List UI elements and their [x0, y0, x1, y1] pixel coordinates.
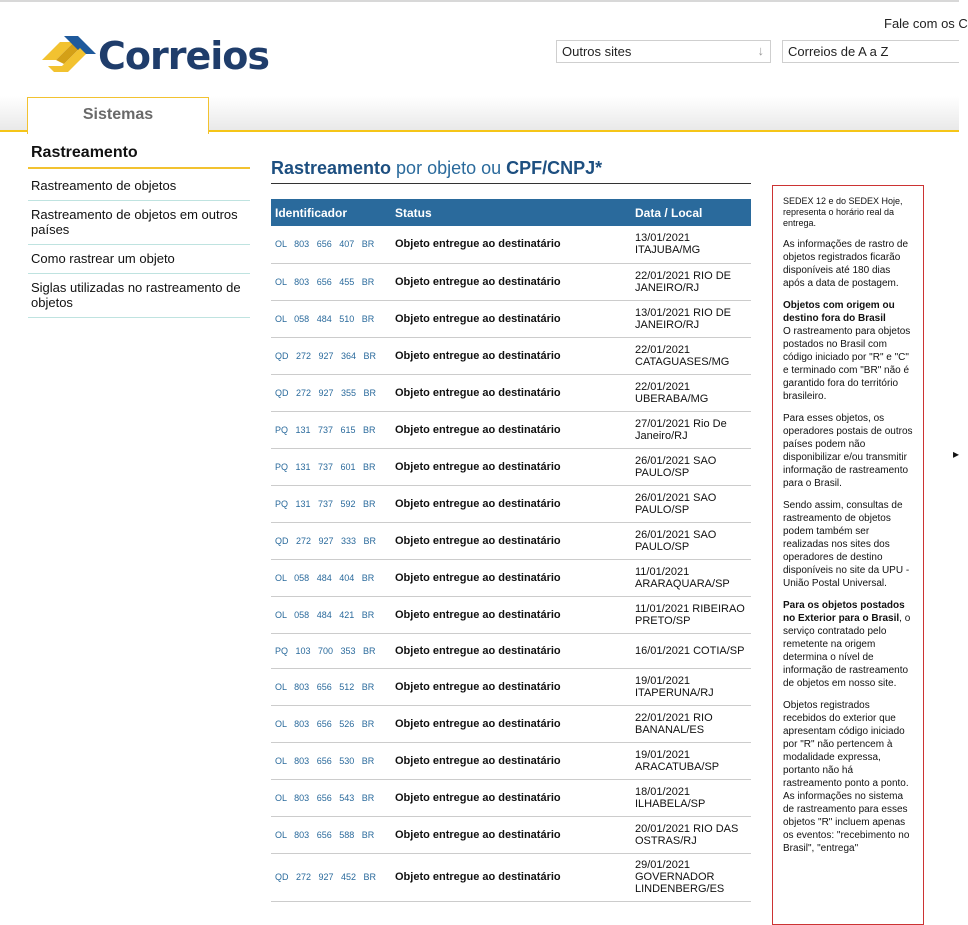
title-divider [271, 183, 751, 184]
tracking-code-link[interactable]: OL 058 484 421 BR [271, 596, 391, 633]
sidebar-item-rastreamento-objetos[interactable]: Rastreamento de objetos [28, 172, 250, 201]
date-location-cell: 13/01/2021 RIO DE JANEIRO/RJ [631, 300, 751, 337]
status-cell: Objeto entregue ao destinatário [391, 485, 631, 522]
date-location-cell: 18/01/2021 ILHABELA/SP [631, 779, 751, 816]
date-location-cell: 13/01/2021 ITAJUBA/MG [631, 226, 751, 263]
info-box [772, 185, 924, 925]
info-p4: Sendo assim, consultas de rastreamento de objetos podem também ser realizadas nos sites dos operadores de destino disponíveis no site da UPU - União Postal Universal. [783, 500, 910, 589]
status-cell: Objeto entregue ao destinatário [391, 705, 631, 742]
tracking-code-link[interactable]: OL 058 484 510 BR [271, 300, 391, 337]
tracking-table [271, 199, 751, 902]
status-cell: Objeto entregue ao destinatário [391, 816, 631, 853]
table-row [271, 411, 751, 448]
date-location-cell: 11/01/2021 RIBEIRAO PRETO/SP [631, 596, 751, 633]
tracking-code-link[interactable]: QD 272 927 333 BR [271, 522, 391, 559]
tracking-code-link[interactable]: OL 803 656 512 BR [271, 668, 391, 705]
status-cell: Objeto entregue ao destinatário [391, 448, 631, 485]
tracking-code-link[interactable]: OL 803 656 455 BR [271, 263, 391, 300]
col-status: Status [391, 199, 631, 226]
date-location-cell: 22/01/2021 RIO DE JANEIRO/RJ [631, 263, 751, 300]
table-row [271, 448, 751, 485]
date-location-cell: 26/01/2021 SAO PAULO/SP [631, 448, 751, 485]
date-location-cell: 26/01/2021 SAO PAULO/SP [631, 485, 751, 522]
status-cell: Objeto entregue ao destinatário [391, 633, 631, 668]
sidebar-menu [28, 172, 250, 318]
table-row [271, 596, 751, 633]
status-cell: Objeto entregue ao destinatário [391, 853, 631, 901]
page-title-mid: por objeto ou [391, 158, 507, 178]
sidebar-item-como-rastrear[interactable]: Como rastrear um objeto [28, 245, 250, 274]
table-row [271, 853, 751, 901]
status-cell: Objeto entregue ao destinatário [391, 596, 631, 633]
sidebar-item-siglas[interactable]: Siglas utilizadas no rastreamento de objetos [28, 274, 250, 318]
info-p1: As informações de rastro de objetos registrados ficarão disponíveis até 180 dias após a data de postagem. [783, 239, 909, 289]
tracking-code-link[interactable]: PQ 131 737 592 BR [271, 485, 391, 522]
table-row [271, 705, 751, 742]
table-row [271, 742, 751, 779]
tracking-code-link[interactable]: OL 803 656 543 BR [271, 779, 391, 816]
tracking-code-link[interactable]: QD 272 927 355 BR [271, 374, 391, 411]
date-location-cell: 16/01/2021 COTIA/SP [631, 633, 751, 668]
status-cell: Objeto entregue ao destinatário [391, 779, 631, 816]
page-title [271, 158, 602, 179]
az-select[interactable] [782, 40, 959, 63]
correios-logo[interactable] [40, 30, 269, 80]
tracking-code-link[interactable]: PQ 131 737 601 BR [271, 448, 391, 485]
table-row [271, 522, 751, 559]
status-cell: Objeto entregue ao destinatário [391, 226, 631, 263]
info-p2-text: O rastreamento para objetos postados no Brasil com código iniciado por "R" e "C" e terminado com "BR" não é garantido fora do território brasileiro. [783, 326, 911, 402]
status-cell: Objeto entregue ao destinatário [391, 411, 631, 448]
col-data-local: Data / Local [631, 199, 751, 226]
status-cell: Objeto entregue ao destinatário [391, 668, 631, 705]
status-cell: Objeto entregue ao destinatário [391, 263, 631, 300]
sidebar-item-outros-paises[interactable]: Rastreamento de objetos em outros países [28, 201, 250, 245]
az-select-value: Correios de A a Z [788, 44, 889, 59]
status-cell: Objeto entregue ao destinatário [391, 559, 631, 596]
page-title-bold: Rastreamento [271, 158, 392, 178]
date-location-cell: 27/01/2021 Rio De Janeiro/RJ [631, 411, 751, 448]
table-row [271, 374, 751, 411]
status-cell: Objeto entregue ao destinatário [391, 374, 631, 411]
col-identificador: Identificador [271, 199, 391, 226]
tracking-code-link[interactable]: OL 803 656 526 BR [271, 705, 391, 742]
info-p0: SEDEX 12 e do SEDEX Hoje, representa o horário real da entrega. [783, 196, 903, 228]
tracking-code-link[interactable]: OL 803 656 407 BR [271, 226, 391, 263]
table-row [271, 226, 751, 263]
sidebar-divider [28, 167, 250, 169]
table-row [271, 263, 751, 300]
tab-sistemas[interactable]: Sistemas [27, 97, 209, 134]
page-title-cpf: CPF/CNPJ* [506, 158, 603, 178]
tracking-code-link[interactable]: OL 803 656 588 BR [271, 816, 391, 853]
table-row [271, 779, 751, 816]
sidebar-title: Rastreamento [31, 144, 138, 161]
tracking-code-link[interactable]: QD 272 927 452 BR [271, 853, 391, 901]
cursor-icon: ▸ [953, 447, 960, 461]
status-cell: Objeto entregue ao destinatário [391, 300, 631, 337]
table-row [271, 485, 751, 522]
top-border [0, 0, 959, 2]
date-location-cell: 22/01/2021 CATAGUASES/MG [631, 337, 751, 374]
tracking-code-link[interactable]: QD 272 927 364 BR [271, 337, 391, 374]
table-row [271, 633, 751, 668]
tracking-code-link[interactable]: OL 803 656 530 BR [271, 742, 391, 779]
tracking-code-link[interactable]: OL 058 484 404 BR [271, 559, 391, 596]
date-location-cell: 26/01/2021 SAO PAULO/SP [631, 522, 751, 559]
other-sites-value: Outros sites [562, 44, 632, 59]
status-cell: Objeto entregue ao destinatário [391, 337, 631, 374]
date-location-cell: 22/01/2021 UBERABA/MG [631, 374, 751, 411]
info-p3: Para esses objetos, os operadores postais de outros países podem não disponibilizar e/ou transmitir informação de rastreamento para o Brasil. [783, 413, 913, 489]
contact-link[interactable]: Fale com os C [884, 16, 968, 31]
info-p5 [783, 599, 913, 690]
date-location-cell: 29/01/2021 GOVERNADOR LINDENBERG/ES [631, 853, 751, 901]
info-p2 [783, 299, 913, 403]
tracking-code-link[interactable]: PQ 131 737 615 BR [271, 411, 391, 448]
date-location-cell: 19/01/2021 ARACATUBA/SP [631, 742, 751, 779]
table-row [271, 559, 751, 596]
date-location-cell: 11/01/2021 ARARAQUARA/SP [631, 559, 751, 596]
status-cell: Objeto entregue ao destinatário [391, 742, 631, 779]
table-header [271, 199, 751, 226]
date-location-cell: 19/01/2021 ITAPERUNA/RJ [631, 668, 751, 705]
other-sites-select[interactable] [556, 40, 771, 63]
status-cell: Objeto entregue ao destinatário [391, 522, 631, 559]
info-p5-text: , o serviço contratado pelo remetente na origem determina o nível de informação de rastreamento de objetos em nosso site. [783, 613, 911, 689]
info-p5-heading: Para os objetos postados no Exterior para o Brasil [783, 600, 905, 624]
table-row [271, 668, 751, 705]
info-p2-heading: Objetos com origem ou destino fora do Brasil [783, 300, 895, 324]
date-location-cell: 20/01/2021 RIO DAS OSTRAS/RJ [631, 816, 751, 853]
logo-text: Correios [98, 34, 269, 78]
info-p6: Objetos registrados recebidos do exterior que apresentam código iniciado por "R" não pertencem à modalidade expressa, portanto não há rastreamento ponto a ponto. As informações no sistema de rastreamento para esses objetos "R" incluem apenas os eventos: "recebimento no Brasil", "entrega" [783, 700, 910, 854]
tracking-code-link[interactable]: PQ 103 700 353 BR [271, 633, 391, 668]
table-row [271, 816, 751, 853]
correios-logo-icon [40, 30, 98, 76]
table-row [271, 337, 751, 374]
date-location-cell: 22/01/2021 RIO BANANAL/ES [631, 705, 751, 742]
chevron-down-icon: ↓ [757, 43, 764, 58]
table-row [271, 300, 751, 337]
